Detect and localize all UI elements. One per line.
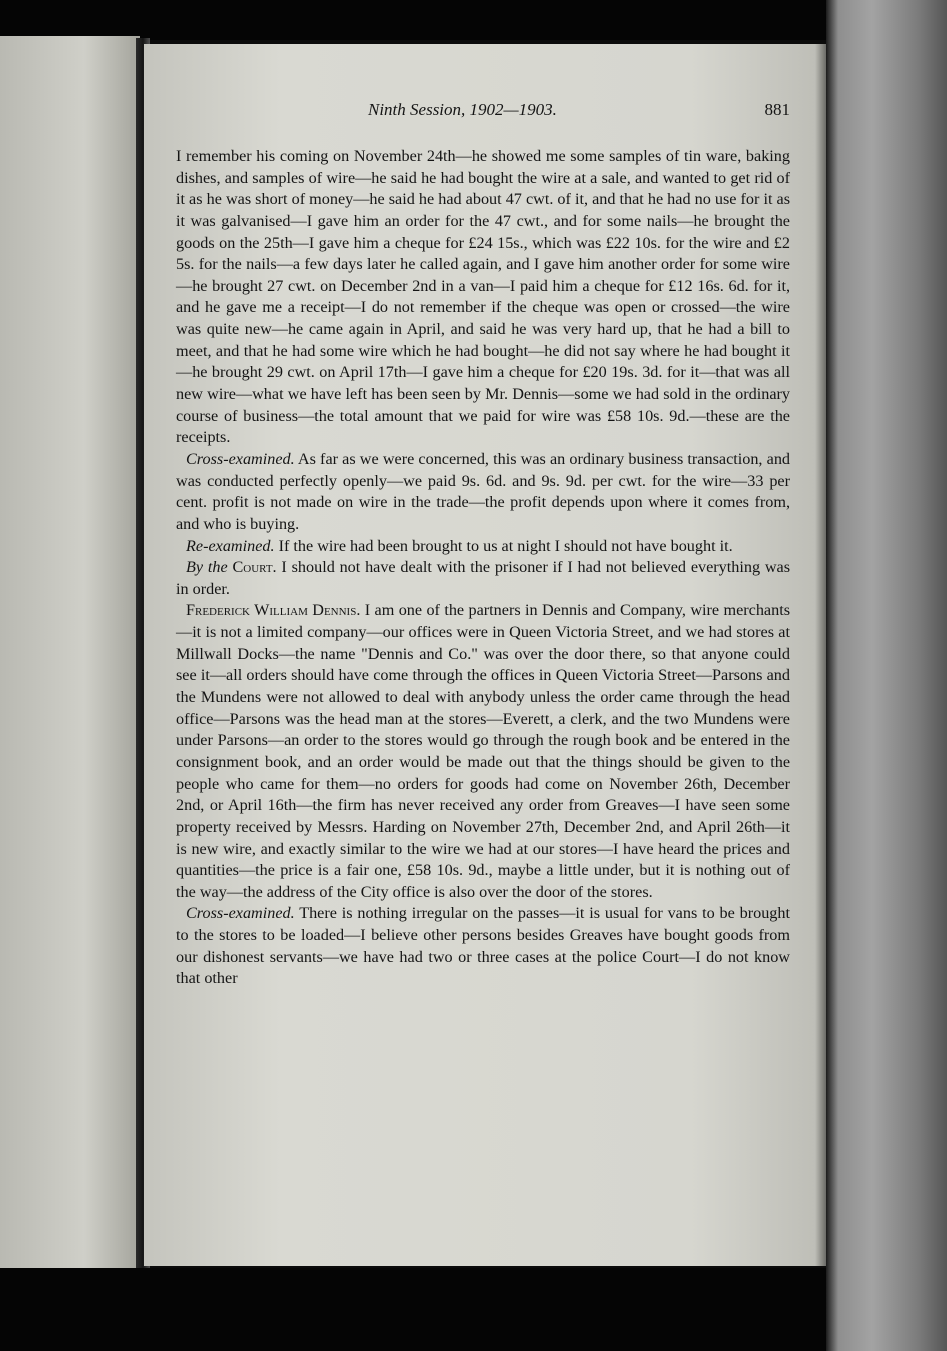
body-text — [176, 146, 790, 990]
page-header — [176, 100, 790, 124]
re-examined-label: Re-examined. — [186, 536, 275, 555]
paragraph-cross-examined-1 — [176, 449, 790, 536]
left-page — [0, 36, 140, 1268]
cross-examined-label-2: Cross-examined. — [186, 904, 295, 923]
paragraph-re-examined — [176, 536, 790, 558]
court-label: Court. — [232, 558, 277, 577]
scan-top-border — [0, 0, 947, 40]
page-number: 881 — [764, 100, 790, 119]
cross-examined-text: As far as we were concerned, this was an ordinary business transaction, and was conducted perfectly openly—we paid 9s. 6d. and 9s. 9d. per cwt. for the wire—33 per cent. profit is not made on wire in the trade—the profit depends upon where it comes from, and who is buying. — [176, 449, 791, 533]
scan-bottom-border — [0, 1268, 947, 1351]
court-text: I should not have dealt with the prisoner if I had not believed everything was in order. — [176, 558, 791, 598]
cross-examined-label: Cross-examined. — [186, 449, 295, 468]
by-the-label: By the — [186, 558, 228, 577]
cross-examined-text-2: There is nothing irregular on the passes—it is usual for vans to be brought to the stores to be loaded—I believe other persons besides Greaves have bought goods from our dishonest servants—we have had two or three cases at the police Court—I do not know that other — [176, 904, 790, 988]
witness-testimony: I am one of the partners in Dennis and Company, wire merchants—it is not a limited company—our offices were in Queen Victoria Street, and we had stores at Millwall Docks—the name "Dennis and Co." was over the door there, so that anyone could see it—all orders should have come through the offices in Queen Victoria Street—Parsons and the Mundens were not allowed to deal with anybody unless the order came through the head office—Parsons was the head man at the stores—Everett, a clerk, and the two Mundens were under Parsons—an order to the stores would go through the rough book and be entered in the consignment book, and an order would be made out that the things should be given to the people who came for them—no orders for goods had come on November 26th, December 2nd, or April 16th—the firm has never received any order from Greaves—I have seen some property received by Messrs. Harding on November 27th, December 2nd, and April 26th—it is new wire, and exactly similar to the wire we had at our stores—I have heard the prices and quantities—the price is a fair one, £58 10s. 9d., maybe a little under, but it is nothing out of the way—the address of the City office is also over the door of the stores. — [176, 601, 790, 901]
paragraph-testimony: I remember his coming on November 24th—he showed me some samples of tin ware, baking dishes, and samples of wire—he said he had bought the wire at a sale, and wanted to get rid of it as he was short of money—he said he had about 47 cwt. of it, and that he had no use for it as it was galvanised—I gave him an order for the 47 cwt., and for some nails—he brought the goods on the 25th—I gave him a cheque for £24 15s., which was £22 10s. for the wire and £2 5s. for the nails—a few days later he called again, and I gave him another order for some wire—he brought 27 cwt. on December 2nd in a van—I paid him a cheque for £12 16s. 6d. for it, and he gave me a receipt—I do not remember if the cheque was open or crossed—the wire was quite new—he came again in April, and said he was very hard up, that he had a bill to meet, and that he had some wire which he had bought—he did not say where he had bought it—he brought 29 cwt. on April 17th—I gave him a cheque for £20 19s. 3d. for it—that was all new wire—what we have left has been seen by Mr. Dennis—some we had sold in the ordinary course of business—the total amount that we paid for wire was £58 10s. 9d.—these are the receipts. — [176, 147, 790, 447]
running-title: Ninth Session, 1902—1903. — [368, 100, 557, 119]
paragraph-by-the-court — [176, 557, 790, 600]
paragraph-cross-examined-2 — [176, 903, 790, 990]
paragraph-frederick-dennis — [176, 600, 790, 903]
book-edge — [826, 0, 947, 1351]
witness-name: Frederick William Dennis. — [186, 601, 361, 620]
re-examined-text: If the wire had been brought to us at night I should not have bought it. — [278, 536, 733, 555]
